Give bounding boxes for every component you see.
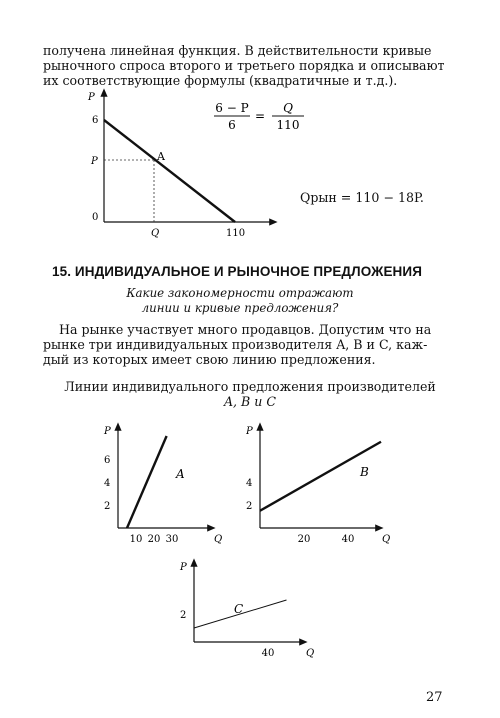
- x-tick-label: 40: [341, 534, 355, 545]
- text-line: рыночного спроса второго и третьего порядка и описывают: [43, 58, 445, 73]
- y-axis-label: P: [180, 562, 187, 573]
- text-line: дый из которых имеет свою линию предложения.: [43, 352, 376, 367]
- question-line: Какие закономерности отражают: [126, 286, 354, 300]
- formula-numerator-left: 6 − P: [215, 101, 249, 115]
- tick-x-mid: Q: [151, 228, 160, 239]
- intro-paragraph: [43, 43, 461, 88]
- y-tick-label: 2: [246, 501, 253, 512]
- x-tick-label: 20: [147, 534, 161, 545]
- x-axis-label: Q: [306, 648, 315, 659]
- x-tick-label: 20: [297, 534, 311, 545]
- x-axis-label: Q: [214, 534, 223, 545]
- y-tick-label: 6: [104, 455, 111, 466]
- formula-denominator-left: 6: [228, 118, 236, 132]
- formula-denominator-right: 110: [276, 118, 300, 132]
- y-axis-label: P: [88, 92, 95, 103]
- tick-y-top: 6: [92, 115, 99, 126]
- x-tick-label: 30: [165, 534, 179, 545]
- x-tick-label: 10: [129, 534, 143, 545]
- supply-line-a: [127, 436, 167, 528]
- demand-formula: [210, 100, 310, 136]
- text-line: На рынке участвует много продавцов. Допустим что на: [59, 322, 432, 337]
- x-tick-label: 40: [261, 648, 275, 659]
- text-line: получена линейная функция. В действительности кривые: [43, 43, 432, 58]
- tick-origin: 0: [92, 212, 99, 223]
- series-label: C: [234, 602, 244, 616]
- figure-caption: [60, 379, 440, 409]
- tick-y-mid: P: [91, 156, 98, 167]
- y-axis-label: P: [246, 426, 253, 437]
- section-question: [110, 286, 370, 316]
- section-title: 15. ИНДИВИДУАЛЬНОЕ И РЫНОЧНОЕ ПРЕДЛОЖЕНИЯ: [52, 264, 423, 279]
- formula-equals: =: [254, 109, 266, 123]
- caption-line-1: Линии индивидуального предложения производителей: [64, 379, 436, 394]
- text-line: их соответствующие формулы (квадратичные и т.д.).: [43, 73, 398, 88]
- supply-chart-b: [246, 422, 396, 552]
- y-tick-label: 2: [104, 501, 111, 512]
- formula-numerator-right: Q: [283, 101, 293, 115]
- x-axis-label: Q: [382, 534, 391, 545]
- y-tick-label: 2: [180, 610, 187, 621]
- tick-x-end: 110: [226, 228, 246, 239]
- point-label: A: [157, 150, 165, 163]
- question-line: линии и кривые предложения?: [141, 301, 339, 315]
- market-demand-formula: Qрын = 110 − 18P.: [300, 190, 424, 205]
- supply-chart-a: [94, 422, 224, 552]
- page-number: 27: [426, 690, 443, 705]
- body-paragraph: [43, 322, 461, 367]
- y-tick-label: 4: [246, 478, 253, 489]
- y-tick-label: 4: [104, 478, 111, 489]
- series-label: B: [360, 465, 369, 479]
- supply-chart-c: [172, 558, 322, 663]
- y-axis-label: P: [104, 426, 111, 437]
- caption-line-2: A, B и C: [223, 394, 277, 409]
- text-line: рынке три индивидуальных производителя A, B и C, каж-: [43, 337, 428, 352]
- series-label: A: [176, 467, 185, 481]
